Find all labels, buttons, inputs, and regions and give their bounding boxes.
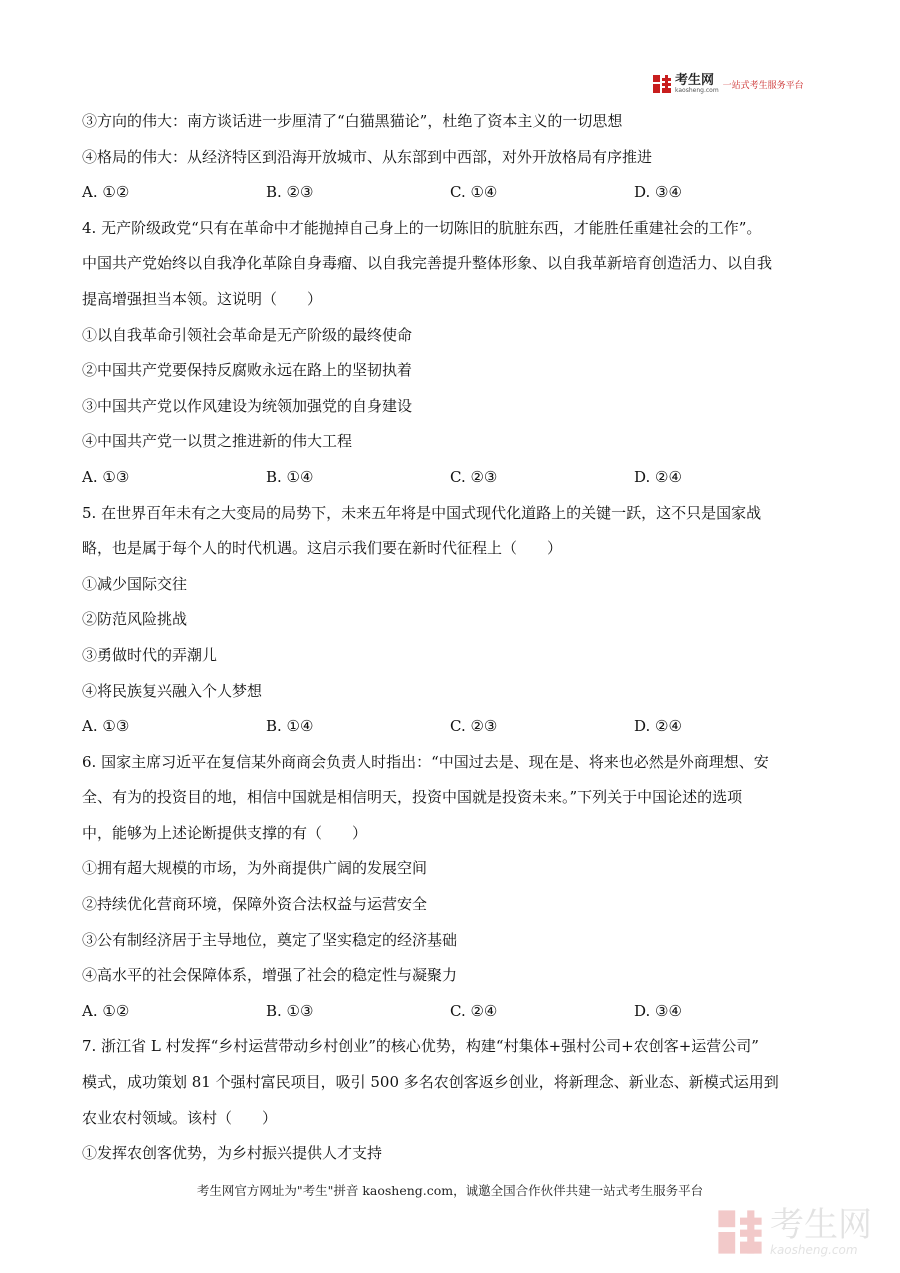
option-c: C. ①④	[450, 183, 498, 202]
question-5-stem: 略，也是属于每个人的时代机遇。这启示我们要在新时代征程上（ ）	[82, 539, 563, 558]
q5-options	[82, 709, 822, 745]
question-6-stem: 6. 国家主席习近平在复信某外商商会负责人时指出：“中国过去是、现在是、将来也必然是外商理想、安	[82, 752, 769, 771]
q6-options	[82, 994, 822, 1030]
logo-name: 考生网	[675, 73, 715, 88]
question-6-stem: 中，能够为上述论断提供支撑的有（ ）	[82, 823, 368, 842]
question-7-statement: ①发挥农创客优势，为乡村振兴提供人才支持	[82, 1144, 383, 1163]
text-line: ③方向的伟大：南方谈话进一步厘清了“白猫黑猫论”，杜绝了资本主义的一切思想	[82, 112, 623, 130]
question-4-stem: 提高增强担当本领。这说明（ ）	[82, 289, 323, 308]
option-b: B. ①④	[266, 717, 314, 736]
option-d: D. ②④	[634, 467, 682, 486]
q3-options	[82, 175, 822, 211]
logo-slogan: 一站式考生服务平台	[722, 80, 804, 91]
option-d: D. ②④	[634, 717, 682, 736]
question-4-stem: 中国共产党始终以自我净化革除自身毒瘤、以自我完善提升整体形象、以自我革新培育创造活力、以自我	[82, 254, 773, 273]
option-d: D. ③④	[634, 183, 682, 202]
option-c: C. ②④	[450, 1001, 498, 1020]
option-b: B. ②③	[266, 183, 314, 202]
option-a: A. ①③	[82, 717, 130, 736]
watermark-name: 考生网	[770, 1205, 872, 1245]
question-5-stem: 5. 在世界百年未有之大变局的局势下，未来五年将是中国式现代化道路上的关键一跃，这不只是国家战	[82, 503, 762, 522]
question-6-stem: 全、有为的投资目的地，相信中国就是相信明天，投资中国就是投资未来。”下列关于中国论述的选项	[82, 788, 743, 807]
option-a: A. ①②	[82, 183, 130, 202]
question-4-statement: ④中国共产党一以贯之推进新的伟大工程	[82, 432, 353, 451]
option-a: A. ①③	[82, 467, 130, 486]
watermark	[716, 1200, 886, 1264]
question-6-statement: ①拥有超大规模的市场，为外商提供广阔的发展空间	[82, 859, 428, 878]
option-b: B. ①③	[266, 1001, 314, 1020]
page-footer: 考生网官方网址为"考生"拼音 kaosheng.com，诚邀全国合作伙伴共建一站式考生服务平台	[196, 1183, 704, 1198]
q4-options	[82, 460, 822, 496]
question-5-statement: ④将民族复兴融入个人梦想	[82, 681, 263, 700]
question-5-statement: ③勇做时代的弄潮儿	[82, 645, 218, 664]
header-logo	[652, 72, 822, 96]
question-4-stem: 4. 无产阶级政党“只有在革命中才能抛掉自己身上的一切陈旧的肮脏东西，才能胜任重建社会的工作”。	[82, 218, 762, 237]
question-7-stem: 模式，成功策划 81 个强村富民项目，吸引 500 多名农创客返乡创业，将新理念、新业态、新模式运用到	[82, 1073, 779, 1092]
logo-domain: kaosheng.com	[675, 87, 719, 94]
question-6-statement: ③公有制经济居于主导地位，奠定了坚实稳定的经济基础	[82, 930, 458, 949]
option-d: D. ③④	[634, 1001, 682, 1020]
question-4-statement: ②中国共产党要保持反腐败永远在路上的坚韧执着	[82, 361, 413, 380]
option-c: C. ②③	[450, 717, 498, 736]
watermark-domain: kaosheng.com	[770, 1243, 858, 1257]
question-6-statement: ④高水平的社会保障体系，增强了社会的稳定性与凝聚力	[82, 966, 458, 985]
question-5-statement: ②防范风险挑战	[82, 610, 188, 629]
option-c: C. ②③	[450, 467, 498, 486]
option-b: B. ①④	[266, 467, 314, 486]
text-line: ④格局的伟大：从经济特区到沿海开放城市、从东部到中西部，对外开放格局有序推进	[82, 147, 653, 166]
document-body	[82, 104, 822, 1172]
question-7-stem: 7. 浙江省 L 村发挥“乡村运营带动乡村创业”的核心优势，构建“村集体+强村公司+农创客+运营公司”	[82, 1037, 759, 1056]
question-4-statement: ③中国共产党以作风建设为统领加强党的自身建设	[82, 396, 413, 415]
question-7-stem: 农业农村领域。该村（ ）	[82, 1108, 278, 1127]
kaosheng-logo-icon	[652, 74, 672, 94]
question-4-statement: ①以自我革命引领社会革命是无产阶级的最终使命	[82, 325, 413, 344]
watermark-logo-icon	[716, 1208, 764, 1256]
question-5-statement: ①减少国际交往	[82, 574, 188, 593]
question-6-statement: ②持续优化营商环境，保障外资合法权益与运营安全	[82, 895, 428, 914]
option-a: A. ①②	[82, 1001, 130, 1020]
